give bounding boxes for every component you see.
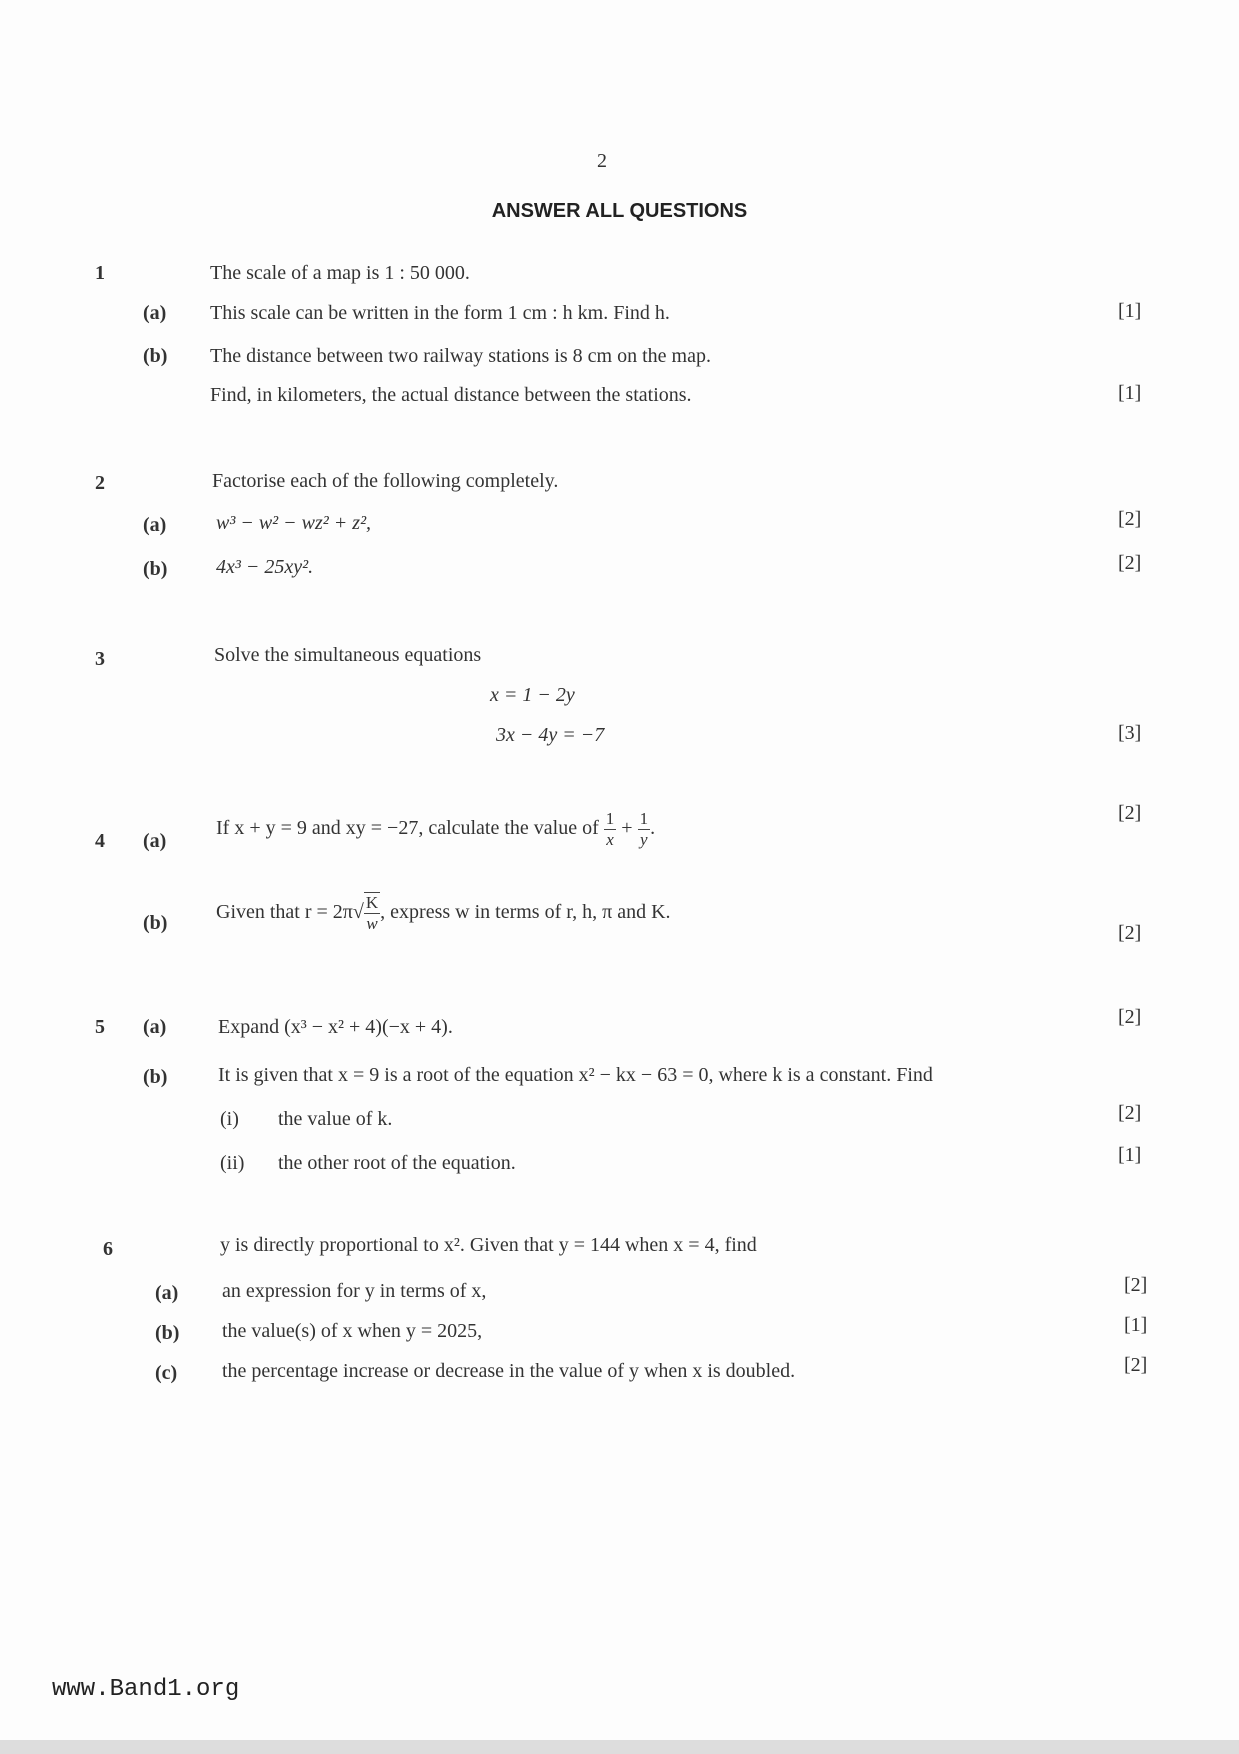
part-label: (b) <box>143 1066 168 1088</box>
part-text: The distance between two railway stations is 8 cm on the map. <box>210 345 711 367</box>
marks: [1] <box>1118 1144 1142 1166</box>
page-heading: ANSWER ALL QUESTIONS <box>491 200 748 222</box>
numerator: K <box>365 893 379 913</box>
question-stem: Factorise each of the following completely. <box>212 470 559 492</box>
fraction <box>604 809 617 850</box>
part-text: 4x³ − 25xy². <box>216 556 314 578</box>
question-number: 5 <box>95 1016 105 1038</box>
question-number: 4 <box>95 830 105 852</box>
fraction <box>364 892 380 934</box>
text: Given that r = 2π√ <box>216 901 364 923</box>
scan-edge <box>0 1740 1239 1754</box>
subpart-label: (ii) <box>220 1152 245 1174</box>
denominator: y <box>640 829 648 849</box>
subpart-label: (i) <box>220 1108 239 1130</box>
part-label: (b) <box>143 912 168 934</box>
part-label: (b) <box>143 558 168 580</box>
question-number: 2 <box>95 472 105 494</box>
part-label: (b) <box>143 345 168 367</box>
equation-2: 3x − 4y = −7 <box>496 724 605 746</box>
subpart-text: the other root of the equation. <box>278 1152 516 1174</box>
part-text: If x + y = 9 and xy = −27, calculate the value of $\frac{1}{x}$ + $\frac{1}{y}$ . <box>216 808 656 849</box>
part-text: w³ − w² − wz² + z², <box>216 512 372 534</box>
fraction <box>638 809 651 850</box>
question-number: 1 <box>95 262 105 284</box>
part-text: Expand (x³ − x² + 4)(−x + 4). <box>218 1016 453 1038</box>
part-text: the percentage increase or decrease in the value of y when x is doubled. <box>222 1360 796 1382</box>
marks: [1] <box>1118 382 1142 404</box>
page-number: 2 <box>597 150 607 172</box>
question-stem: The scale of a map is 1 : 50 000. <box>210 262 470 284</box>
part-text: an expression for y in terms of x, <box>222 1280 487 1302</box>
question-number: 6 <box>103 1238 113 1260</box>
part-text: Find, in kilometers, the actual distance between the stations. <box>210 384 692 406</box>
watermark: www.Band1.org <box>52 1676 240 1703</box>
part-label: (a) <box>143 1016 167 1038</box>
marks: [2] <box>1124 1274 1148 1296</box>
numerator: 1 <box>639 808 649 828</box>
operator: + <box>621 817 633 839</box>
marks: [2] <box>1118 552 1142 574</box>
part-label: (a) <box>143 302 167 324</box>
marks: [1] <box>1118 300 1142 322</box>
marks: [1] <box>1124 1314 1148 1336</box>
marks: [2] <box>1118 1102 1142 1124</box>
marks: [2] <box>1118 508 1142 530</box>
part-text <box>216 892 671 934</box>
equation-1: x = 1 − 2y <box>490 684 575 706</box>
part-label: (a) <box>143 514 167 536</box>
marks: [3] <box>1118 722 1142 744</box>
text: If x + y = 9 and xy = −27, calculate the value of <box>216 817 599 839</box>
part-label: (a) <box>155 1282 179 1304</box>
denominator: w <box>366 914 378 934</box>
marks: [2] <box>1124 1354 1148 1376</box>
part-label: (c) <box>155 1362 178 1384</box>
subpart-text: the value of k. <box>278 1108 393 1130</box>
part-label: (a) <box>143 830 167 852</box>
marks: [2] <box>1118 922 1142 944</box>
marks: [2] <box>1118 802 1142 824</box>
part-text: the value(s) of x when y = 2025, <box>222 1320 483 1342</box>
question-stem: Solve the simultaneous equations <box>214 644 482 666</box>
denominator: x <box>606 829 614 849</box>
part-text: It is given that x = 9 is a root of the equation x² − kx − 63 = 0, where k is a constant. Find <box>218 1064 933 1086</box>
question-number: 3 <box>95 648 105 670</box>
part-text: This scale can be written in the form 1 cm : h km. Find h. <box>210 302 670 324</box>
text: , express w in terms of r, h, π and K. <box>380 901 671 923</box>
question-stem: y is directly proportional to x². Given that y = 144 when x = 4, find <box>220 1234 757 1256</box>
numerator: 1 <box>605 808 615 828</box>
part-label: (b) <box>155 1322 180 1344</box>
marks: [2] <box>1118 1006 1142 1028</box>
